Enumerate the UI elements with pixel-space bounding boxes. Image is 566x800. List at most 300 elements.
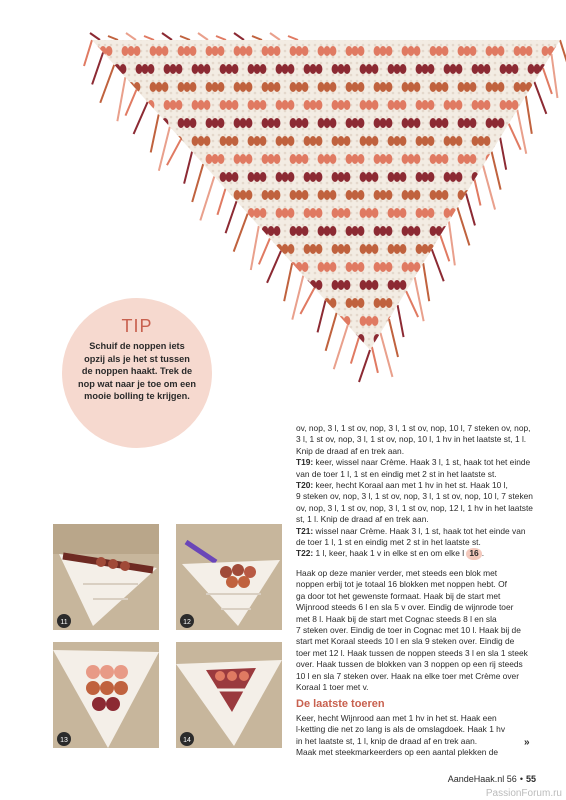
tassel: [200, 176, 214, 220]
bobble-block: [444, 172, 463, 182]
tassel: [192, 164, 203, 202]
bobble-block: [150, 154, 169, 164]
bobble-block: [150, 226, 169, 236]
bobble-block: [178, 118, 197, 128]
tassel: [300, 288, 314, 314]
text-line: Koraal 1 toer met v.: [296, 681, 369, 692]
text-line: noppen erbij tot je totaal 16 blokken met noppen hebt. Of: [296, 579, 507, 590]
bobble-block: [430, 46, 449, 56]
tassel: [483, 166, 495, 210]
bobble-block: [122, 226, 141, 236]
tassel: [267, 251, 281, 283]
bobble-block: [290, 46, 309, 56]
tassel: [449, 221, 455, 265]
bobble-block: [164, 244, 183, 254]
bobble-block: [430, 154, 449, 164]
bobble-block: [122, 190, 141, 200]
bobble-block: [290, 118, 309, 128]
tassel: [270, 33, 280, 40]
bobble-block: [304, 244, 323, 254]
bobble-block: [374, 154, 393, 164]
bobble-block: [136, 244, 155, 254]
bobble-block: [150, 262, 169, 272]
bobble-block: [444, 136, 463, 146]
bobble-block: [388, 172, 407, 182]
bobble-block: [276, 64, 295, 74]
bobble-block: [444, 100, 463, 110]
tassel: [151, 114, 159, 152]
bobble-block: [430, 226, 449, 236]
bobble-block: [472, 64, 491, 74]
bobble-block: [290, 190, 309, 200]
text-line: l-ketting die net zo lang is als de omslagdoek. Haak 1 hv: [296, 724, 506, 735]
bobble-block: [164, 100, 183, 110]
bobble-block: [430, 118, 449, 128]
bobble-block: [248, 64, 267, 74]
bobble-block: [556, 136, 566, 146]
bobble-block: [542, 298, 561, 308]
bobble-block: [150, 46, 169, 56]
text-line: in het laatste st, 1 l, knip de draad af en trek aan.: [296, 735, 478, 746]
bobble-block: [318, 334, 337, 344]
bobble-block: [332, 208, 351, 218]
bobble-block: [416, 280, 435, 290]
bobble-block: [122, 262, 141, 272]
bobble-block: [486, 190, 505, 200]
bobble-block: [514, 46, 533, 56]
bobble-block: [332, 100, 351, 110]
bobble-block: [304, 136, 323, 146]
step-photo-14: [176, 642, 282, 748]
bobble-block: [262, 46, 281, 56]
bobble-block: [332, 280, 351, 290]
bobble-block: [206, 262, 225, 272]
bobble-block: [94, 226, 113, 236]
bobble-block: [514, 334, 533, 344]
bobble-block: [248, 136, 267, 146]
bobble-block: [472, 280, 491, 290]
bobble-block: [318, 262, 337, 272]
bobble-block: [514, 262, 533, 272]
tassel: [351, 338, 359, 364]
bobble-block: [150, 82, 169, 92]
text-line: toer met 12 l. Haak tussen de noppen steeds 3 l en sla 1 steek: [296, 647, 528, 658]
bobble-block: [94, 262, 113, 272]
tassel: [117, 77, 125, 121]
bobble-block: [360, 64, 379, 74]
text-line: Maak met steekmarkeerders op een aantal plekken de: [296, 746, 499, 757]
tassel: [432, 249, 444, 281]
bobble-block: [290, 334, 309, 344]
text-line: 7 steken over. Eindig de toer in Cognac met 10 l. Haak bij de: [296, 624, 521, 635]
bobble-block: [360, 316, 379, 326]
bobble-block: [262, 262, 281, 272]
bobble-block: [192, 136, 211, 146]
bobble-block: [136, 64, 155, 74]
text-line: 3 l, 1 st ov, nop, 3 l, 1 st ov, nop, 10 l, 1 hv in het laatste st, 1 l.: [296, 434, 527, 445]
tassel: [492, 152, 501, 190]
bobble-block: [528, 316, 547, 326]
bobble-block: [234, 118, 253, 128]
bobble-block: [472, 208, 491, 218]
row-t19: T19: keer, wissel naar Crème. Haak 3 l, 1 st, haak tot het einde: [296, 457, 531, 468]
bobble-block: [486, 226, 505, 236]
text-line: over. Haak tussen de blokken van 3 noppen op een rij steeds: [296, 659, 523, 670]
footer-site: AandeHaak.nl 56: [447, 774, 517, 784]
bobble-block: [374, 298, 393, 308]
bobble-block: [500, 172, 519, 182]
bobble-block: [234, 334, 253, 344]
bobble-block: [136, 208, 155, 218]
bobble-block: [458, 334, 477, 344]
text-line: start met Koraal steeds 10 l en sla 9 steken over. Eindig de: [296, 636, 515, 647]
bobble-block: [136, 172, 155, 182]
bobble-block: [500, 64, 519, 74]
bobble-block: [178, 154, 197, 164]
tassel: [440, 235, 449, 261]
bobble-block: [248, 280, 267, 290]
tassel: [509, 124, 521, 150]
tip-line: Schuif de noppen iets: [89, 341, 185, 351]
bobble-block: [514, 190, 533, 200]
bobble-block: [374, 262, 393, 272]
bobble-block: [290, 226, 309, 236]
tassel: [284, 263, 292, 301]
bobble-block: [402, 82, 421, 92]
bobble-block: [164, 208, 183, 218]
bobble-block: [346, 298, 365, 308]
bobble-block: [374, 82, 393, 92]
bobble-block: [262, 118, 281, 128]
tassel: [372, 347, 378, 373]
tassel: [198, 33, 208, 40]
bobble-block: [220, 100, 239, 110]
tassel: [288, 36, 298, 40]
bobble-block: [220, 64, 239, 74]
tassel: [162, 33, 172, 40]
footer-separator: •: [519, 774, 523, 784]
bobble-block: [276, 244, 295, 254]
text-line: ga door tot het gewenste formaat. Haak bij de start met: [296, 590, 501, 601]
bobble-block: [402, 334, 421, 344]
tassel: [551, 54, 557, 98]
bobble-block: [374, 46, 393, 56]
bobble-block: [178, 298, 197, 308]
bobble-block: [514, 82, 533, 92]
bobble-block: [234, 298, 253, 308]
text-line: van de toer 1 l, 1 st en eindig met 2 st in het laatste st.: [296, 468, 497, 479]
bobble-block: [486, 334, 505, 344]
bobble-block: [206, 154, 225, 164]
bobble-block: [416, 172, 435, 182]
row-t20: T20: keer, hecht Koraal aan met 1 hv in het st. Haak 10 l,: [296, 480, 508, 491]
tassel: [84, 40, 92, 66]
bobble-block: [346, 226, 365, 236]
bobble-block: [542, 154, 561, 164]
bobble-block: [556, 172, 566, 182]
page-footer: [448, 774, 536, 784]
tassel: [475, 180, 481, 206]
bobble-block: [150, 118, 169, 128]
bobble-block: [486, 298, 505, 308]
bobble-block: [206, 118, 225, 128]
tassel: [126, 33, 136, 40]
bobble-block: [402, 118, 421, 128]
bobble-block: [458, 46, 477, 56]
bobble-block: [108, 100, 127, 110]
tassel: [526, 96, 532, 134]
bobble-block: [206, 226, 225, 236]
bobble-block: [332, 64, 351, 74]
bobble-block: [234, 46, 253, 56]
bobble-block: [458, 154, 477, 164]
bobble-block: [94, 190, 113, 200]
bobble-block: [374, 118, 393, 128]
tassel: [180, 36, 190, 40]
text-line: Haak op deze manier verder, met steeds een blok met: [296, 567, 498, 578]
bobble-block: [332, 244, 351, 254]
bobble-block: [556, 244, 566, 254]
bobble-block: [430, 82, 449, 92]
section-heading: De laatste toeren: [296, 698, 385, 711]
bobble-block: [248, 208, 267, 218]
row-t22: T22: 1 l, keer, haak 1 v in elke st en om elke l 16 .: [296, 548, 485, 559]
bobble-block: [276, 172, 295, 182]
tassel: [560, 40, 566, 78]
bobble-block: [276, 136, 295, 146]
bobble-block: [346, 46, 365, 56]
tassel: [334, 325, 348, 369]
bobble-block: [528, 172, 547, 182]
tassel: [326, 313, 337, 351]
tip-box: [62, 298, 212, 448]
bobble-block: [108, 136, 127, 146]
tassel: [252, 36, 262, 40]
tassel: [466, 193, 475, 225]
bobble-block: [528, 208, 547, 218]
bobble-block: [276, 208, 295, 218]
bobble-block: [94, 82, 113, 92]
tassel: [144, 36, 154, 40]
row-t21: T21: wissel naar Crème. Haak 3 l, 1 st, haak tot het einde van: [296, 525, 526, 536]
bobble-block: [528, 136, 547, 146]
bobble-block: [248, 316, 267, 326]
bobble-block: [220, 208, 239, 218]
bobble-block: [528, 244, 547, 254]
bobble-block: [430, 298, 449, 308]
bobble-block: [234, 154, 253, 164]
bobble-block: [556, 316, 566, 326]
bobble-block: [556, 280, 566, 290]
bobble-block: [458, 262, 477, 272]
bobble-block: [192, 244, 211, 254]
tassel: [234, 33, 244, 40]
tassel: [359, 350, 370, 382]
bobble-block: [528, 280, 547, 290]
tassel: [100, 65, 114, 103]
bobble-block: [430, 190, 449, 200]
bobble-block: [500, 316, 519, 326]
bobble-block: [402, 262, 421, 272]
bobble-block: [458, 82, 477, 92]
bobble-block: [318, 46, 337, 56]
bobble-block: [206, 82, 225, 92]
bobble-block: [262, 154, 281, 164]
bobble-block: [360, 244, 379, 254]
tassel: [543, 68, 552, 94]
bobble-block: [150, 190, 169, 200]
bobble-block: [542, 226, 561, 236]
bobble-block: [388, 244, 407, 254]
bobble-block: [164, 172, 183, 182]
bobble-block: [346, 154, 365, 164]
bobble-block: [346, 82, 365, 92]
bobble-block: [346, 262, 365, 272]
bobble-block: [542, 262, 561, 272]
bobble-block: [304, 64, 323, 74]
tassel: [184, 152, 192, 184]
step-number: 14: [183, 737, 191, 744]
bobble-block: [360, 100, 379, 110]
bobble-block: [178, 262, 197, 272]
bobble-block: [542, 334, 561, 344]
tip-line: mooie bolling te krijgen.: [84, 391, 190, 402]
step-number: 11: [60, 619, 68, 626]
bobble-block: [206, 298, 225, 308]
bobble-block: [94, 118, 113, 128]
bobble-block: [472, 100, 491, 110]
tassel: [125, 90, 136, 116]
bobble-block: [500, 208, 519, 218]
bobble-block: [388, 64, 407, 74]
step-photo-11: [53, 524, 159, 630]
bobble-block: [402, 226, 421, 236]
bobble-block: [360, 280, 379, 290]
bobble-block: [318, 82, 337, 92]
bobble-block: [458, 118, 477, 128]
text-line: ov, nop, 3 l, 1 st ov, nop, 3 l, 1 st ov, nop, 10 l, 7 steken ov, nop,: [296, 423, 531, 433]
tassel: [457, 207, 469, 245]
bobble-block: [430, 334, 449, 344]
step-number: 13: [60, 737, 68, 744]
tassel: [226, 201, 237, 233]
bobble-block: [416, 208, 435, 218]
tassel: [500, 138, 506, 170]
step-photo-12: [176, 524, 282, 630]
tassel: [259, 238, 270, 264]
bobble-block: [108, 208, 127, 218]
bobble-block: [206, 46, 225, 56]
bobble-block: [388, 208, 407, 218]
bobble-block: [486, 82, 505, 92]
bobble-block: [220, 316, 239, 326]
bobble-block: [122, 46, 141, 56]
bobble-block: [388, 100, 407, 110]
bobble-block: [234, 82, 253, 92]
bobble-block: [472, 136, 491, 146]
bobble-block: [542, 46, 561, 56]
bobble-block: [556, 208, 566, 218]
page-number: 55: [525, 774, 536, 784]
tip-line: de noppen haakt. Trek de: [81, 366, 193, 377]
bobble-block: [262, 226, 281, 236]
bobble-block: [486, 46, 505, 56]
tassel: [234, 214, 248, 252]
bobble-block: [318, 226, 337, 236]
step-number: 12: [183, 619, 191, 626]
bobble-block: [318, 154, 337, 164]
bobble-block: [248, 100, 267, 110]
continue-arrow-icon: »: [524, 737, 530, 748]
bobble-block: [500, 280, 519, 290]
bobble-block: [346, 118, 365, 128]
bobble-block: [486, 262, 505, 272]
bobble-block: [290, 82, 309, 92]
bobble-block: [108, 280, 127, 290]
bobble-block: [304, 208, 323, 218]
tassel: [389, 319, 398, 357]
text-line: 9 steken ov, nop, 3 l, 1 st ov, nop, 3 l, 1 st ov, nop, 10 l, 7 steken: [296, 491, 533, 502]
bobble-block: [262, 334, 281, 344]
tassel: [167, 139, 181, 165]
bobble-block: [136, 280, 155, 290]
bobble-block: [458, 298, 477, 308]
tassel: [108, 36, 118, 40]
text-line: ov, nop, 3 l, 1 st ov, nop, 3 l, 1 st ov, nop, 12 l, 1 hv in het laatste: [296, 502, 533, 513]
bobble-block: [192, 280, 211, 290]
bobble-block: [220, 172, 239, 182]
bobble-block: [374, 190, 393, 200]
bobble-block: [290, 154, 309, 164]
bobble-block: [416, 244, 435, 254]
bobble-block: [276, 316, 295, 326]
tip-line: nop wat naar je toe om een: [78, 378, 196, 389]
bobble-block: [234, 262, 253, 272]
bobble-block: [374, 226, 393, 236]
tassel: [534, 82, 546, 114]
tassel: [251, 226, 259, 270]
bobble-block: [178, 46, 197, 56]
bobble-block: [178, 82, 197, 92]
bobble-block: [178, 226, 197, 236]
bobble-block: [318, 190, 337, 200]
tassel: [380, 333, 392, 377]
bobble-block: [514, 226, 533, 236]
bobble-block: [402, 46, 421, 56]
watermark: PassionForum.ru: [485, 788, 562, 799]
bobble-block: [388, 280, 407, 290]
tip-line: opzij als je het st tussen: [84, 353, 190, 364]
bobble-block: [122, 154, 141, 164]
bobble-block: [360, 208, 379, 218]
bobble-block: [276, 280, 295, 290]
bobble-block: [500, 100, 519, 110]
bobble-block: [332, 172, 351, 182]
text-line: met 8 l. Haak bij de start met Cognac steeds 8 l en sla: [296, 613, 497, 624]
bobble-block: [416, 316, 435, 326]
bobble-block: [304, 172, 323, 182]
tassel: [90, 33, 100, 40]
bobble-block: [542, 118, 561, 128]
bobble-block: [416, 64, 435, 74]
text-line: Wijnrood steeds 6 l en sla 5 v over. Eindig de wijnrode toer: [296, 602, 514, 613]
bobble-block: [318, 298, 337, 308]
bobble-block: [486, 118, 505, 128]
tassel: [92, 52, 103, 84]
bobble-block: [262, 298, 281, 308]
bobble-block: [416, 136, 435, 146]
bobble-block: [360, 172, 379, 182]
